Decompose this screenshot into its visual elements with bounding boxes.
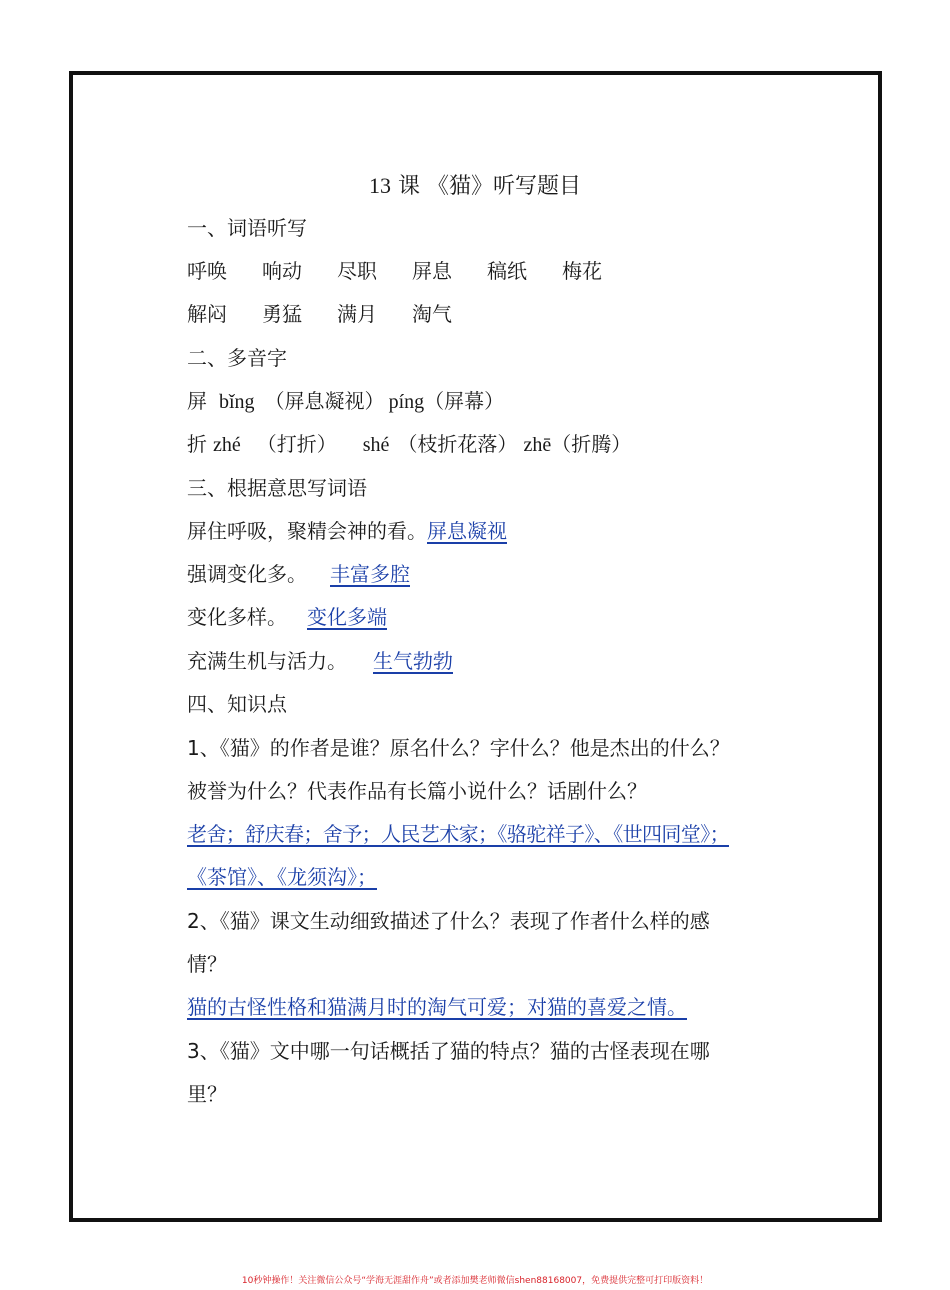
example-word: （屏幕） xyxy=(424,389,505,413)
title-text: 课 《猫》听写题目 xyxy=(398,174,581,199)
word-item: 屏息 xyxy=(412,259,452,283)
question-1-line-1: 1、《猫》的作者是谁？原名什么？字什么？他是杰出的什么？ xyxy=(187,736,730,760)
answer-2: 猫的古怪性格和猫满月时的淘气可爱；对猫的喜爱之情。 xyxy=(187,995,687,1019)
section4-heading: 四、知识点 xyxy=(187,692,287,716)
meaning-item xyxy=(187,646,453,676)
question-2-line-2: 情？ xyxy=(187,952,227,976)
pinyin: zhē xyxy=(523,434,552,456)
polyphone-zhe xyxy=(187,429,631,460)
answer-word: 丰富多腔 xyxy=(330,562,410,586)
example-word: （枝折花落） xyxy=(397,432,518,456)
word-item: 响动 xyxy=(262,259,302,283)
word-item: 淘气 xyxy=(412,302,452,326)
pinyin: zhé xyxy=(213,434,241,456)
meaning-item xyxy=(187,559,410,589)
answer-word: 生气勃勃 xyxy=(373,649,453,673)
answer-1-line-2: 《茶馆》、《龙须沟》； xyxy=(187,865,377,889)
pinyin: píng xyxy=(388,391,425,413)
example-word: （打折） xyxy=(256,432,337,456)
example-word: （屏息凝视） xyxy=(264,389,385,413)
meaning-text: 变化多样。 xyxy=(187,605,287,629)
question-3-line-2: 里？ xyxy=(187,1082,227,1106)
question-2-line-1: 2、《猫》课文生动细致描述了什么？表现了作者什么样的感 xyxy=(187,909,710,933)
word-item: 呼唤 xyxy=(187,259,227,283)
example-word: （折腾） xyxy=(551,432,632,456)
question-3-line-1: 3、《猫》文中哪一句话概括了猫的特点？猫的古怪表现在哪 xyxy=(187,1039,710,1063)
section3-heading: 三、根据意思写词语 xyxy=(187,476,367,500)
word-row-2 xyxy=(187,299,487,329)
meaning-text: 屏住呼吸，聚精会神的看。 xyxy=(187,519,427,543)
word-item: 尽职 xyxy=(337,259,377,283)
word-row-1 xyxy=(187,256,637,286)
question-1-line-2: 被誉为什么？代表作品有长篇小说什么？话剧什么？ xyxy=(187,779,647,803)
pinyin: shé xyxy=(362,434,390,456)
answer-word: 变化多端 xyxy=(307,605,387,629)
pinyin: bǐng xyxy=(219,391,255,413)
answer-1-line-1: 老舍；舒庆春；舍予；人民艺术家；《骆驼祥子》、《世四同堂》； xyxy=(187,822,729,846)
answer-word: 屏息凝视 xyxy=(427,519,507,543)
word-item: 梅花 xyxy=(562,259,602,283)
meaning-item xyxy=(187,602,387,632)
polyphone-ping xyxy=(187,386,504,417)
lesson-number: 13 xyxy=(369,173,391,198)
page-title xyxy=(0,170,950,203)
meaning-text: 充满生机与活力。 xyxy=(187,649,347,673)
word-item: 稿纸 xyxy=(487,259,527,283)
word-item: 满月 xyxy=(337,302,377,326)
meaning-item xyxy=(187,516,507,546)
section1-heading: 一、词语听写 xyxy=(187,216,307,240)
word-item: 解闷 xyxy=(187,302,227,326)
polyphone-char: 屏 xyxy=(187,389,207,413)
polyphone-char: 折 xyxy=(187,432,207,456)
meaning-text: 强调变化多。 xyxy=(187,562,307,586)
footer-promo-text: 10秒钟操作！关注微信公众号“学海无涯甜作舟”或者添加樊老师微信shen88168007，免费提供完整可打印版资料！ xyxy=(241,1276,709,1286)
section2-heading: 二、多音字 xyxy=(187,346,287,370)
word-item: 勇猛 xyxy=(262,302,302,326)
